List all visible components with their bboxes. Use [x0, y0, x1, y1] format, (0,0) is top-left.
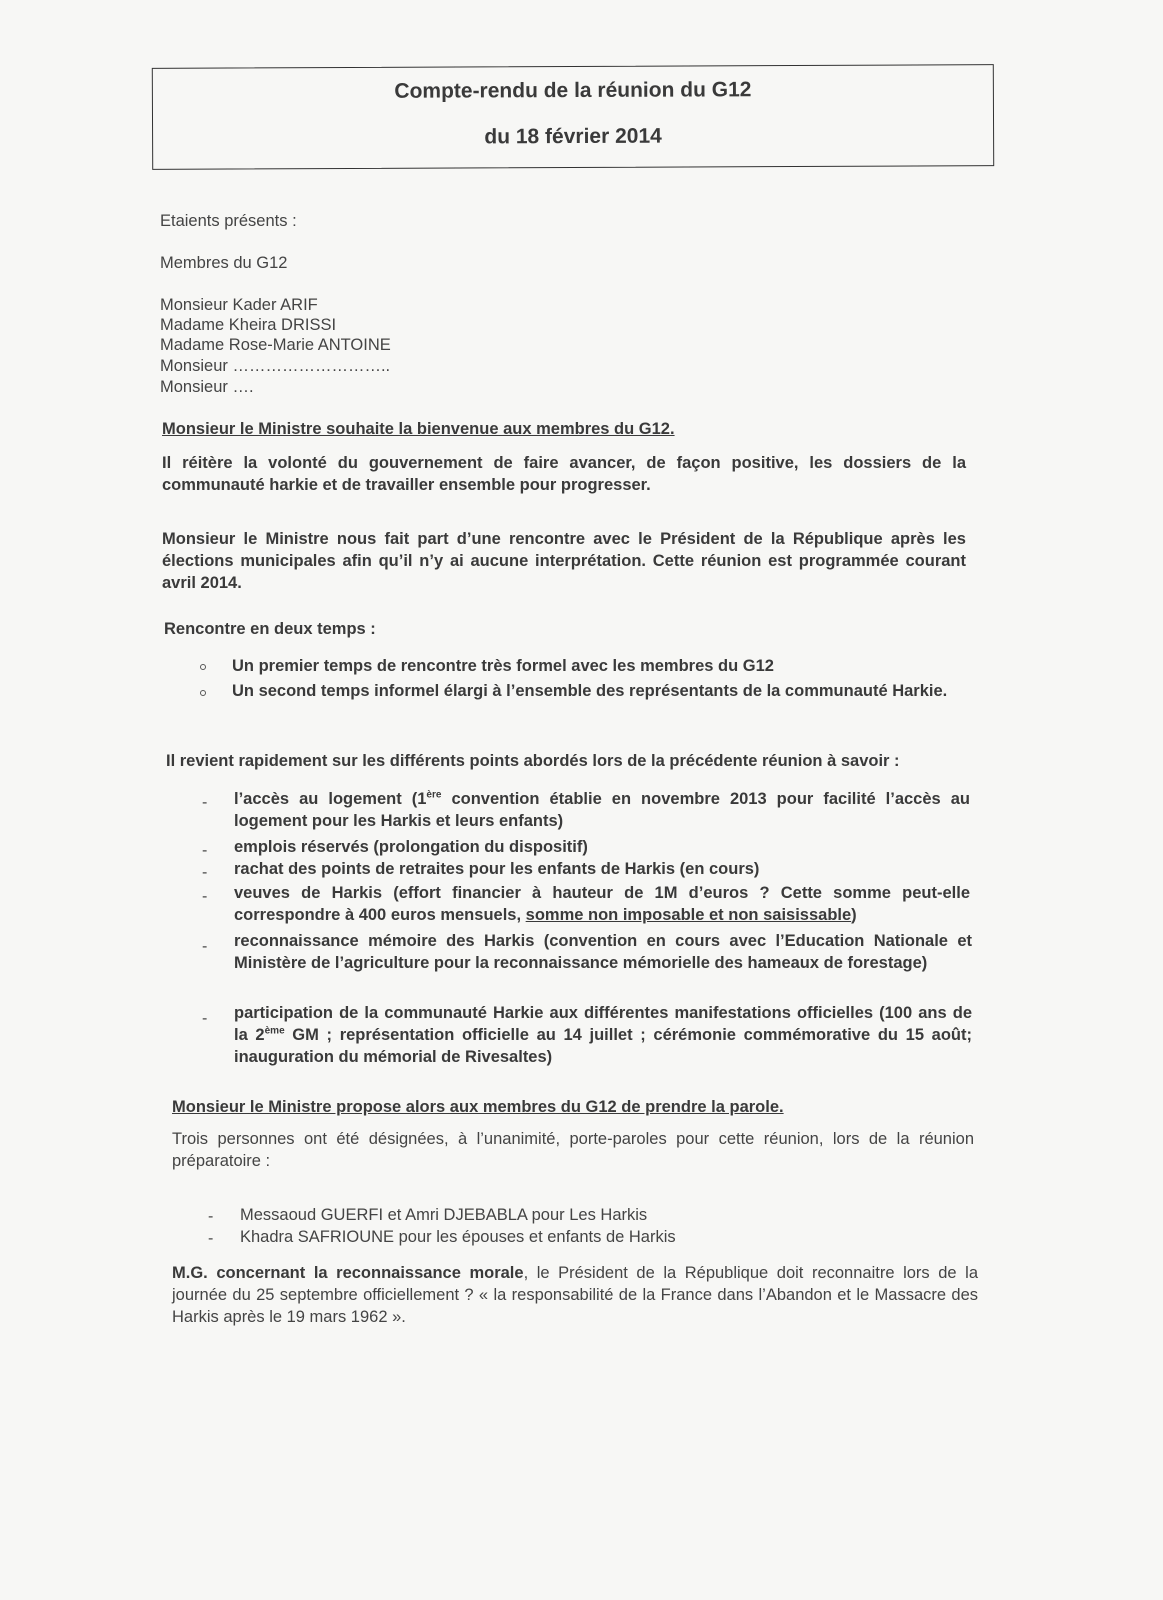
point-item-5: reconnaissance mémoire des Harkis (convention en cours avec l’Education Nationale et Ministère de l’agriculture pour la reconnaissance mémorielle des hameaux de forestage) [234, 932, 972, 972]
spokesperson-item-2: Khadra SAFRIOUNE pour les épouses et enfants de Harkis [240, 1228, 676, 1246]
attendees-heading: Etaients présents : [160, 212, 297, 230]
attendee-name: Madame Kheira DRISSI [160, 316, 337, 334]
paragraph-2: Monsieur le Ministre nous fait part d’une rencontre avec le Président de la République après les élections municipales afin qu’il n’y ai aucune interprétation. Cette réunion est programmée courant avril 2014. [162, 530, 966, 592]
attendee-name: Monsieur Kader ARIF [160, 296, 318, 314]
dash-icon: - [202, 888, 208, 905]
points-intro: Il revient rapidement sur les différents points abordés lors de la précédente réunion à savoir : [166, 752, 900, 770]
point-item-2: emplois réservés (prolongation du dispositif) [234, 838, 588, 856]
point-item-3: rachat des points de retraites pour les enfants de Harkis (en cours) [234, 860, 760, 878]
welcome-heading: Monsieur le Ministre souhaite la bienvenue aux membres du G12. [162, 420, 675, 438]
bullet-icon [200, 690, 206, 696]
underlined-phrase: somme non imposable et non saisissable [525, 906, 852, 924]
attendee-name: Monsieur …. [160, 378, 254, 396]
speak-heading: Monsieur le Ministre propose alors aux membres du G12 de prendre la parole. [172, 1098, 784, 1116]
title-line-1: Compte-rendu de la réunion du G12 [394, 78, 752, 103]
meeting-heading: Rencontre en deux temps : [164, 620, 376, 638]
dash-icon: - [202, 794, 208, 811]
dash-icon: - [202, 842, 208, 859]
point-item-1: l’accès au logement (1ère convention établie en novembre 2013 pour facilité l’accès au logement pour les Harkis et leurs enfants) [234, 789, 970, 830]
meeting-bullet-2: Un second temps informel élargi à l’ensemble des représentants de la communauté Harkie. [232, 682, 948, 700]
spokesperson-item-1: Messaoud GUERFI et Amri DJEBABLA pour Les Harkis [240, 1206, 648, 1224]
dash-icon: - [202, 864, 208, 881]
meeting-bullet-1: Un premier temps de rencontre très formel avec les membres du G12 [232, 657, 774, 675]
closing-paragraph: M.G. concernant la reconnaissance morale, le Président de la République doit reconnaitre lors de la journée du 25 septembre officiellement ? « la responsabilité de la France dans l’Abandon et le Massacre des Harkis après le 19 mars 1962 ». [172, 1264, 978, 1326]
closing-bold: M.G. concernant la reconnaissance morale [172, 1264, 524, 1282]
title-box [152, 64, 994, 170]
attendee-name: Monsieur ……………………….. [160, 357, 391, 375]
dash-icon: - [208, 1208, 214, 1225]
bullet-icon [200, 664, 206, 670]
dash-icon: - [202, 1010, 208, 1027]
attendee-name: Madame Rose-Marie ANTOINE [160, 336, 391, 354]
point-item-4: veuves de Harkis (effort financier à hauteur de 1M d’euros ? Cette somme peut-elle correspondre à 400 euros mensuels, somme non imposable et non saisissable) [234, 884, 970, 924]
spokespersons-intro: Trois personnes ont été désignées, à l’unanimité, porte-paroles pour cette réunion, lors de la réunion préparatoire : [172, 1130, 974, 1170]
point-item-6: participation de la communauté Harkie aux différentes manifestations officielles (100 ans de la 2ème GM ; représentation officielle au 14 juillet ; cérémonie commémorative du 15 août; inauguration du mémorial de Rivesaltes) [234, 1004, 972, 1066]
dash-icon: - [208, 1230, 214, 1247]
dash-icon: - [202, 938, 208, 955]
paragraph-1: Il réitère la volonté du gouvernement de faire avancer, de façon positive, les dossiers de la communauté harkie et de travailler ensemble pour progresser. [162, 454, 966, 494]
attendees-group: Membres du G12 [160, 254, 288, 272]
title-line-2: du 18 février 2014 [484, 124, 662, 149]
